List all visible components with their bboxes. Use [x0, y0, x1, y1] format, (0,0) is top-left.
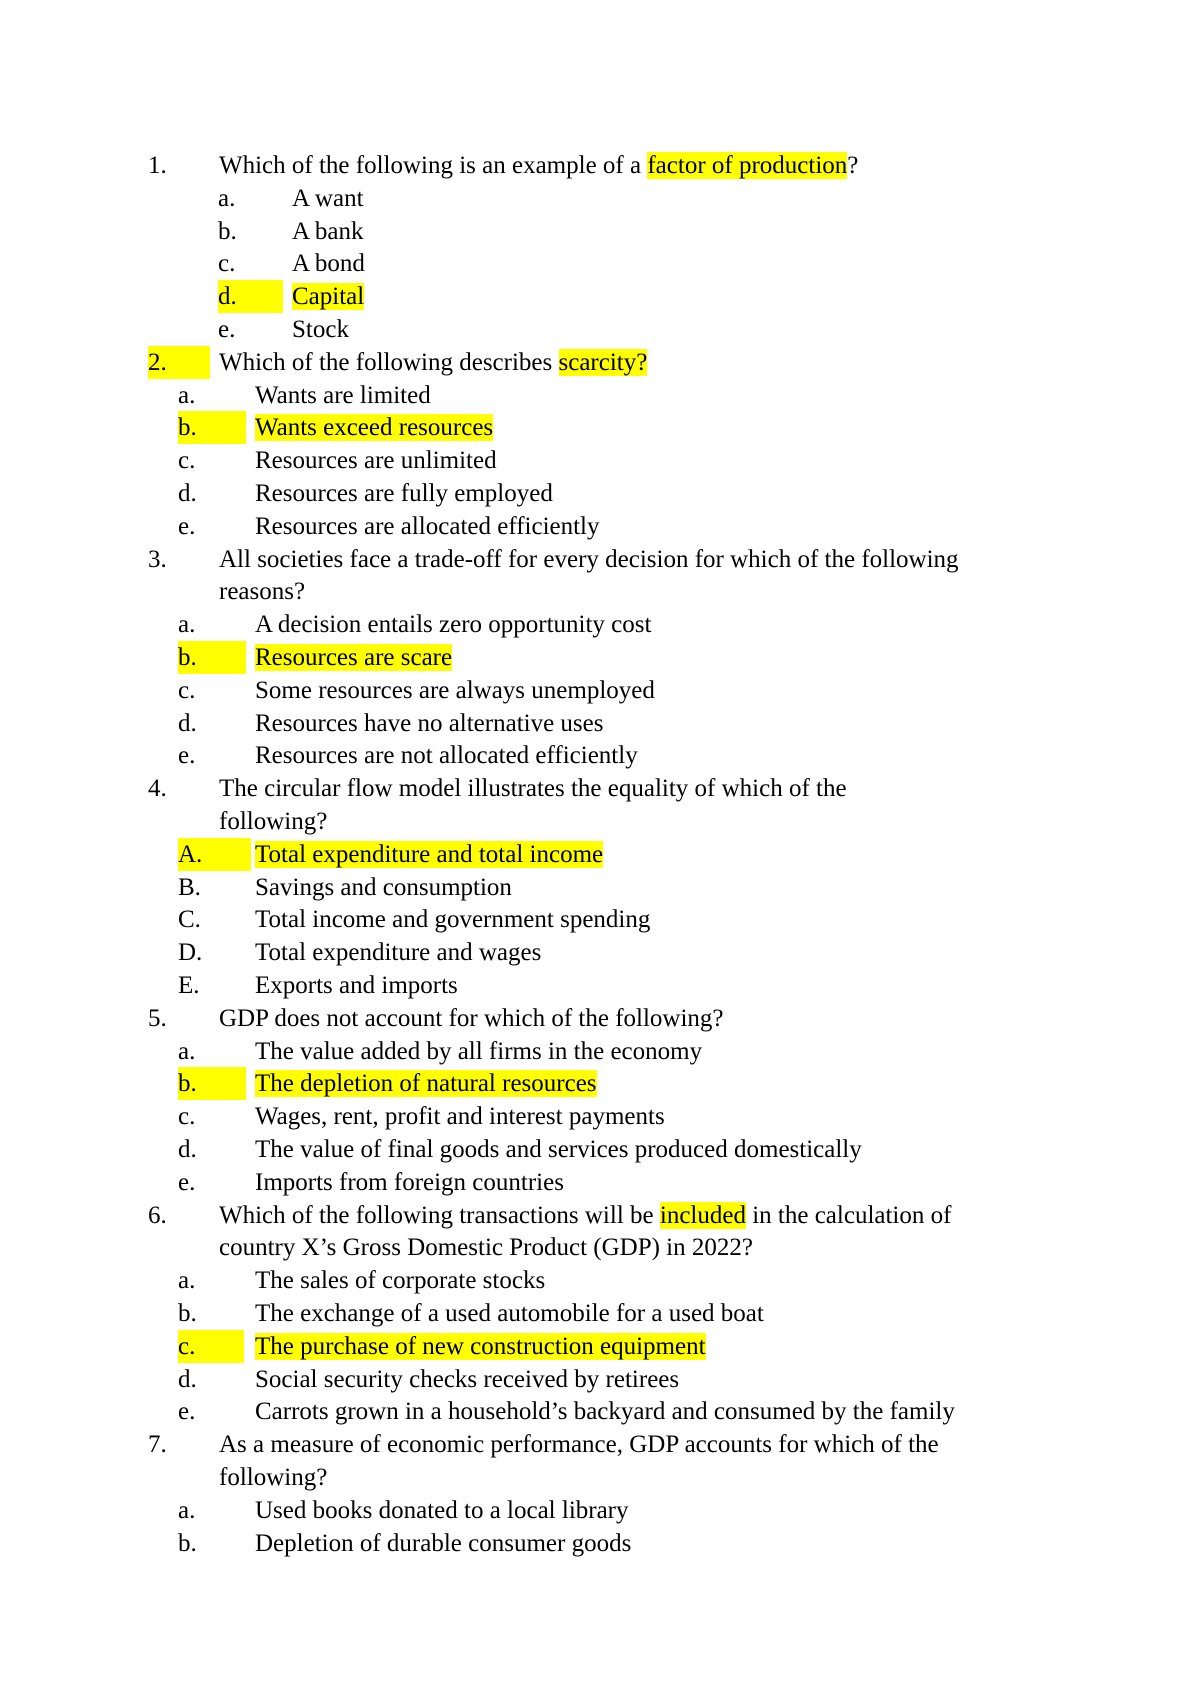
question-line [0, 1199, 1200, 1232]
answer-option [0, 1494, 1200, 1527]
text-segment: Which of the following transactions will be [219, 1201, 660, 1229]
question-text [219, 575, 305, 608]
answer-option [0, 411, 1200, 444]
option-letter: a. [178, 1037, 196, 1065]
answer-option [0, 1330, 1200, 1363]
answer-option [0, 477, 1200, 510]
answer-option [0, 510, 1200, 543]
option-text [255, 1395, 955, 1428]
answer-option [0, 936, 1200, 969]
text-segment: Which of the following is an example of a [219, 152, 648, 179]
option-text [255, 1133, 862, 1166]
option-text [255, 903, 650, 936]
text-segment: A bond [292, 250, 365, 278]
option-letter: a. [178, 381, 196, 409]
text-segment: Resources are fully employed [255, 480, 553, 507]
question-continuation [0, 1231, 1200, 1264]
text-segment: Social security checks received by retirees [255, 1365, 680, 1393]
question-text [219, 805, 327, 838]
option-text [255, 1494, 629, 1527]
text-segment: reasons? [219, 578, 306, 606]
answer-option [0, 608, 1200, 641]
option-letter: b. [178, 1300, 197, 1327]
option-letter: d. [218, 280, 283, 313]
option-text [255, 1035, 702, 1068]
text-segment: Imports from foreign countries [255, 1168, 564, 1196]
option-text [255, 936, 541, 969]
question-number: 7. [148, 1431, 167, 1459]
question-number: 1. [148, 152, 167, 179]
option-text [255, 608, 651, 641]
text-segment: following? [219, 1464, 328, 1491]
text-segment: country X’s Gross Domestic Product (GDP) in 2022? [219, 1234, 753, 1262]
question-number: 2. [148, 346, 210, 379]
answer-option [0, 280, 1200, 313]
option-letter: c. [218, 250, 236, 278]
option-letter: E. [178, 972, 200, 999]
text-segment: Wages, rent, profit and interest payments [255, 1103, 665, 1131]
answer-option [0, 182, 1200, 215]
question-line [0, 543, 1200, 576]
question-line [0, 772, 1200, 805]
text-segment: A bank [292, 217, 364, 245]
answer-option [0, 247, 1200, 280]
question-number: 5. [148, 1004, 167, 1032]
highlighted-text: included [659, 1201, 746, 1229]
text-segment: All societies face a trade-off for every decision for which of the following [219, 545, 959, 573]
question-text [219, 346, 647, 379]
text-segment: The exchange of a used automobile for a used boat [255, 1300, 764, 1327]
question-text [219, 1428, 939, 1461]
option-text [255, 1264, 545, 1297]
option-text [292, 215, 364, 248]
question-continuation [0, 1461, 1200, 1494]
answer-option [0, 707, 1200, 740]
text-segment: Carrots grown in a household’s backyard and consumed by the family [255, 1398, 955, 1426]
option-letter: a. [178, 1267, 196, 1295]
text-segment: Exports and imports [255, 972, 458, 999]
question-line [0, 346, 1200, 379]
text-segment: Which of the following describes [219, 348, 559, 376]
question-continuation [0, 575, 1200, 608]
question-line [0, 149, 1200, 182]
option-letter: e. [218, 316, 236, 343]
answer-option [0, 313, 1200, 346]
question-text [219, 1231, 753, 1264]
text-segment: Used books donated to a local library [255, 1496, 629, 1524]
answer-option [0, 1035, 1200, 1068]
answer-option [0, 1527, 1200, 1560]
option-text [255, 1527, 631, 1560]
option-text [255, 739, 638, 772]
question-continuation [0, 805, 1200, 838]
option-letter: c. [178, 676, 196, 704]
answer-option [0, 739, 1200, 772]
option-text [255, 871, 512, 904]
text-segment: The circular flow model illustrates the equality of which of the [219, 775, 847, 803]
highlighted-text: The depletion of natural resources [255, 1070, 597, 1098]
text-segment: A want [292, 184, 364, 212]
option-text [255, 1297, 764, 1330]
answer-option [0, 838, 1200, 871]
option-text [255, 1166, 564, 1199]
question-text [219, 543, 959, 576]
option-letter: e. [178, 742, 196, 770]
answer-option [0, 903, 1200, 936]
option-letter: B. [178, 873, 201, 901]
question-line [0, 1002, 1200, 1035]
answer-option [0, 444, 1200, 477]
answer-option [0, 1067, 1200, 1100]
text-segment: GDP does not account for which of the following? [219, 1004, 724, 1032]
question-text [219, 149, 858, 182]
option-text [255, 674, 655, 707]
option-text [255, 969, 458, 1002]
option-text [255, 379, 431, 412]
option-text [255, 411, 493, 444]
question-line [0, 1428, 1200, 1461]
option-text [255, 1363, 679, 1396]
text-segment: Some resources are always unemployed [255, 676, 655, 704]
text-segment: Resources are unlimited [255, 447, 497, 475]
text-segment: The sales of corporate stocks [255, 1267, 546, 1295]
answer-option [0, 1297, 1200, 1330]
option-letter: a. [218, 184, 236, 212]
option-text [255, 1100, 665, 1133]
question-text [219, 1461, 327, 1494]
option-text [255, 477, 553, 510]
answer-option [0, 1133, 1200, 1166]
text-segment: Wants are limited [255, 381, 431, 409]
text-segment: Savings and consumption [255, 873, 512, 901]
option-letter: a. [178, 1496, 196, 1524]
option-letter: b. [218, 217, 237, 245]
option-letter: b. [178, 411, 246, 444]
highlighted-text: Total expenditure and total income [255, 840, 604, 868]
option-letter: c. [178, 447, 196, 475]
highlighted-text: Capital [292, 283, 365, 311]
text-segment: Total expenditure and wages [255, 939, 542, 967]
option-letter: d. [178, 480, 197, 507]
option-letter: a. [178, 611, 196, 639]
option-letter: D. [178, 939, 203, 967]
highlighted-text: Resources are scare [255, 644, 453, 671]
text-segment: A decision entails zero opportunity cost [255, 611, 652, 639]
highlighted-text: Wants exceed resources [255, 414, 494, 442]
answer-option [0, 1264, 1200, 1297]
option-text [292, 182, 364, 215]
highlighted-text: factor of production [647, 152, 848, 179]
question-text [219, 772, 847, 805]
answer-option [0, 1395, 1200, 1428]
text-segment: Depletion of durable consumer goods [255, 1529, 632, 1557]
text-segment: Resources have no alternative uses [255, 709, 604, 737]
option-letter: d. [178, 709, 197, 737]
text-segment: ? [847, 152, 859, 179]
text-segment: Stock [292, 316, 349, 343]
highlighted-text: scarcity? [558, 348, 648, 376]
option-letter: C. [178, 906, 201, 934]
option-letter: b. [178, 1529, 197, 1557]
answer-option [0, 1100, 1200, 1133]
option-text [255, 838, 603, 871]
text-segment: Total income and government spending [255, 906, 651, 934]
question-text [219, 1199, 951, 1232]
answer-option [0, 969, 1200, 1002]
highlighted-text: The purchase of new construction equipment [255, 1332, 706, 1360]
answer-option [0, 1166, 1200, 1199]
option-text [255, 1330, 706, 1363]
answer-option [0, 1363, 1200, 1396]
option-text [255, 707, 604, 740]
option-letter: c. [178, 1103, 196, 1131]
option-text [255, 641, 452, 674]
text-segment: The value of final goods and services produced domestically [255, 1136, 862, 1163]
option-letter: A. [178, 838, 251, 871]
text-segment: in the calculation of [745, 1201, 952, 1229]
answer-option [0, 379, 1200, 412]
option-letter: b. [178, 1067, 246, 1100]
question-number: 6. [148, 1201, 167, 1229]
question-text [219, 1002, 724, 1035]
text-segment: Resources are not allocated efficiently [255, 742, 638, 770]
answer-option [0, 674, 1200, 707]
text-segment: The value added by all firms in the economy [255, 1037, 703, 1065]
option-letter: e. [178, 1398, 196, 1426]
text-segment: Resources are allocated efficiently [255, 512, 600, 540]
option-letter: d. [178, 1136, 197, 1163]
answer-option [0, 215, 1200, 248]
option-text [255, 510, 600, 543]
option-letter: e. [178, 512, 196, 540]
option-letter: c. [178, 1330, 244, 1363]
option-letter: d. [178, 1365, 197, 1393]
option-text [292, 280, 364, 313]
question-number: 4. [148, 775, 167, 803]
question-number: 3. [148, 545, 167, 573]
option-letter: b. [178, 641, 246, 674]
answer-option [0, 641, 1200, 674]
option-text [292, 313, 349, 346]
text-segment: following? [219, 808, 328, 835]
option-letter: e. [178, 1168, 196, 1196]
text-segment: As a measure of economic performance, GDP accounts for which of the [219, 1431, 939, 1459]
option-text [255, 1067, 597, 1100]
option-text [255, 444, 497, 477]
answer-option [0, 871, 1200, 904]
option-text [292, 247, 365, 280]
